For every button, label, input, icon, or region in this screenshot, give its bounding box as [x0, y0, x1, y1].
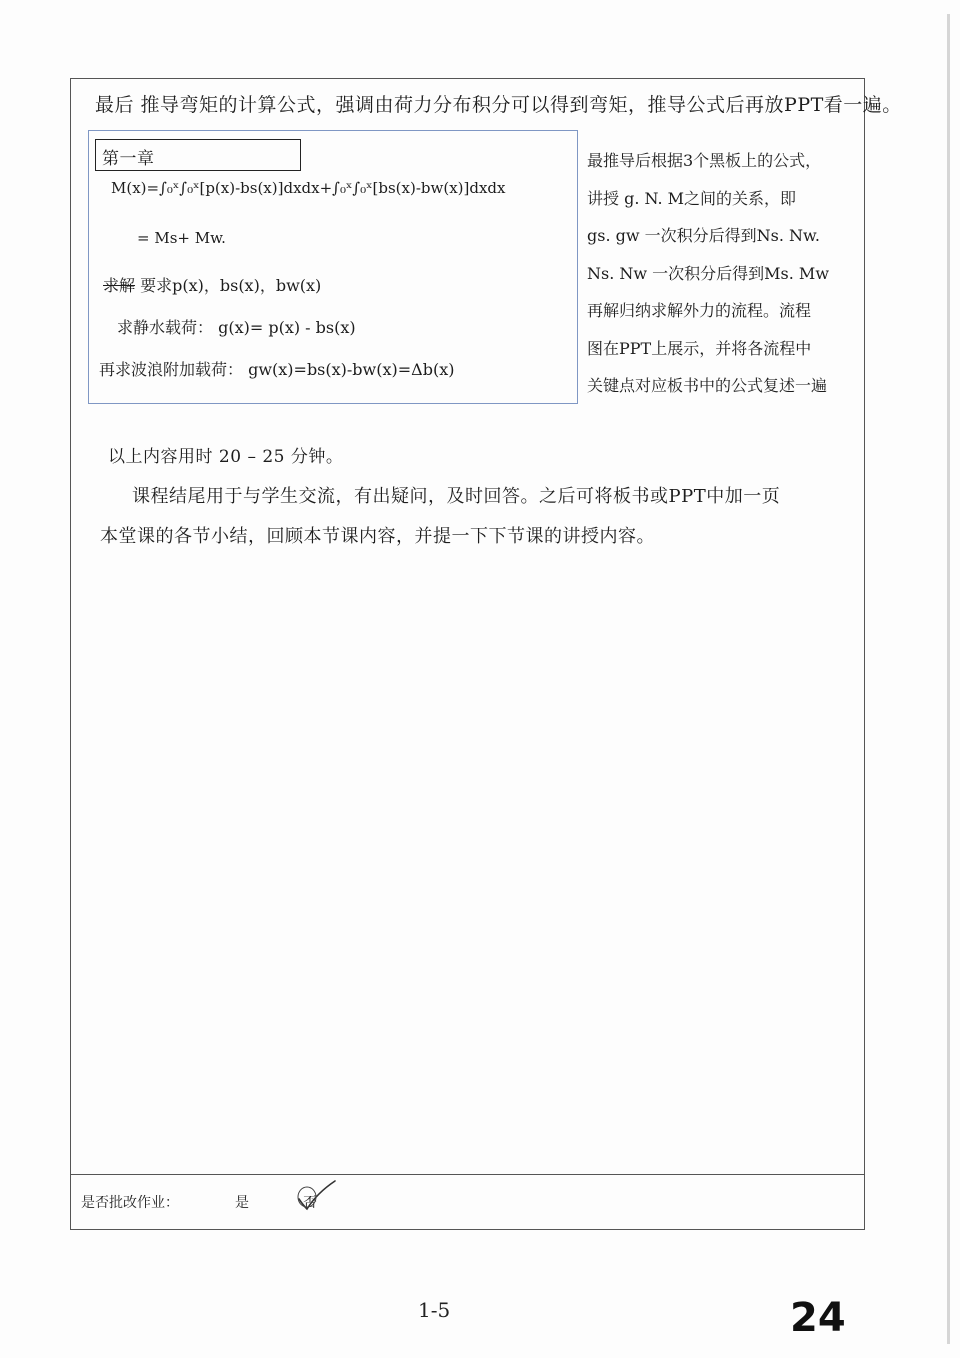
moment-formula: M(x)=∫₀ˣ∫₀ˣ[p(x)-bs(x)]dxdx+∫₀ˣ∫₀ˣ[bs(x)-bw(x)]dxdx [111, 179, 506, 197]
opening-handwritten-line: 最后 推导弯矩的计算公式，强调由荷力分布积分可以得到弯矩，推导公式后再放PPT看一遍。 [95, 94, 902, 116]
requirement-line [103, 273, 321, 296]
homework-yes-option: 是 [235, 1195, 249, 1211]
wave-load-formula: 再求波浪附加载荷： gw(x)=bs(x)-bw(x)=Δb(x) [99, 360, 455, 379]
handwritten-page-mark: 1-5 [418, 1298, 451, 1322]
static-load-formula: 求静水载荷： g(x)= p(x) - bs(x) [117, 318, 356, 337]
blackboard-layout-box [88, 130, 578, 404]
page-number: 24 [790, 1295, 846, 1341]
homework-footer-row [71, 1174, 864, 1229]
requirement-text: 要求p(x)，bs(x)，bw(x) [140, 276, 322, 295]
right-note-line: 讲授 g. N. M之间的关系，即 [587, 188, 797, 208]
time-used-line: 以上内容用时 20 – 25 分钟。 [108, 447, 344, 467]
closing-line-1: 课程结尾用于与学生交流，有出疑问，及时回答。之后可将板书或PPT中加一页 [132, 486, 781, 507]
homework-no-option: 否 [303, 1195, 317, 1211]
right-note-line: gs. gw 一次积分后得到Ns. Nw. [587, 226, 820, 245]
right-note-line: 再解归纳求解外力的流程。流程 [587, 301, 812, 320]
struck-word: 求解 [103, 276, 136, 295]
homework-question-label: 是否批改作业： [81, 1195, 179, 1211]
right-note-line: 图在PPT上展示，并将各流程中 [587, 338, 812, 358]
right-note-line: 关键点对应板书中的公式复述一遍 [587, 376, 828, 395]
right-side-note [587, 142, 862, 405]
chapter-title-box [95, 139, 301, 171]
chapter-title: 第一章 [102, 149, 155, 169]
right-note-line: 最推导后根据3个黑板上的公式， [587, 151, 822, 170]
moment-sum-formula: = Ms+ Mw. [137, 229, 226, 247]
checkmark-icon [297, 1179, 337, 1217]
right-note-line: Ns. Nw 一次积分后得到Ms. Mw [587, 263, 830, 283]
scan-edge-line [947, 14, 950, 1344]
closing-line-2: 本堂课的各节小结，回顾本节课内容，并提一下下节课的讲授内容。 [100, 526, 655, 547]
